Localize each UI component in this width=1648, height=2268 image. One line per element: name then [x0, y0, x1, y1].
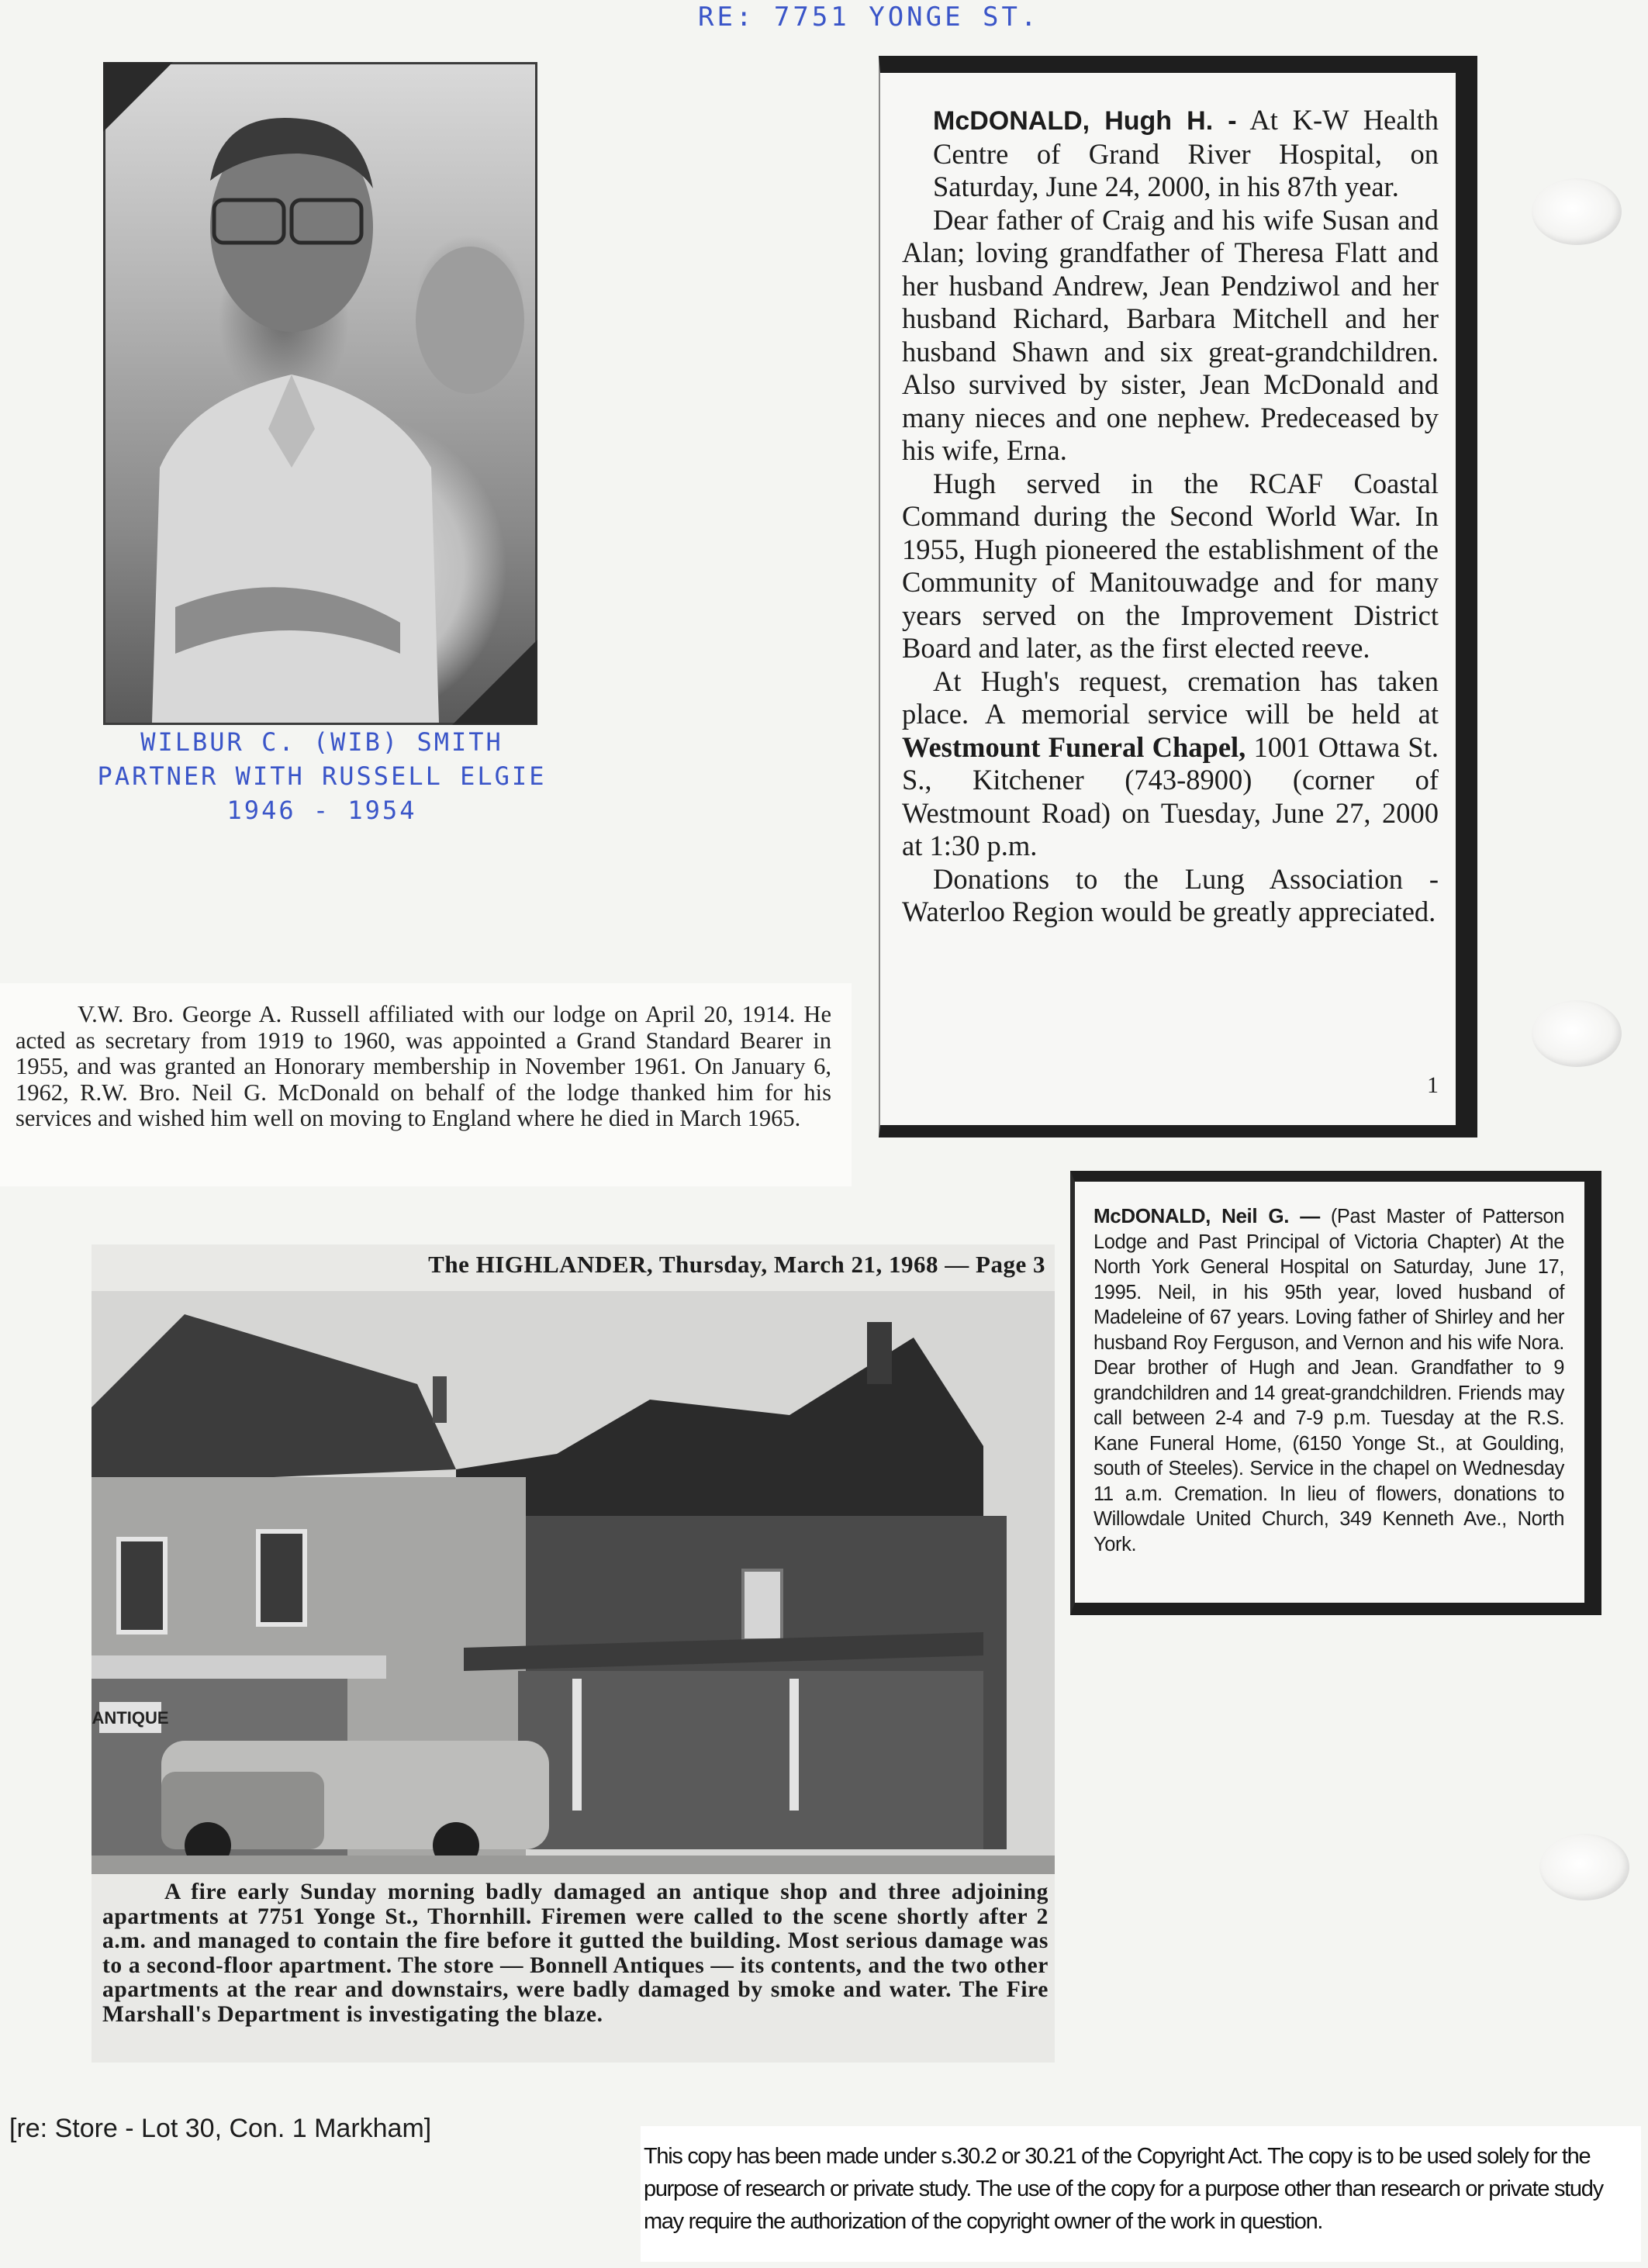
obituary-name: McDONALD, Hugh H. - [933, 106, 1237, 136]
obituary-paragraph [902, 665, 1439, 863]
clipping-text: V.W. Bro. George A. Russell affiliated with our lodge on April 20, 1914. He acted as secretary from 1919 to 1960, was appointed a Grand Standard Bearer in 1955, and was granted an Honorary membership in November 1961. On January 6, 1962, R.W. Bro. Neil G. McDonald on behalf of the lodge thanked him for his services and wished him well on moving to England where he died in March 1965. [16, 1001, 831, 1131]
obituary-paragraph: Dear father of Craig and his wife Susan and Alan; loving grandfather of Theresa Flatt and her husband Andrew, Jean Pendziwol and her husband Richard, Barbara Mitchell and her husband Shawn and six great-grandchildren. Also survived by sister, Jean McDonald and many nieces and one nephew. Predeceased by his wife, Erna. [902, 203, 1439, 466]
caption-text: A fire early Sunday morning badly damaged an antique shop and three adjoining apartments at 7751 Yonge St., Thornhill. Firemen were called to the scene shortly after 2 a.m. and managed to contain the fire before it gutted the building. Most serious damage was to a second-floor apartment. The store — Bonnell Antiques — its contents, and the two other apartments at the rear and downstairs, were badly damaged by smoke and water. The Fire Marshall's Department is investigating the blaze. [102, 1880, 1049, 2027]
punch-hole [1532, 1000, 1622, 1067]
antique-store-sign: ANTIQUE [92, 1708, 169, 1728]
punch-hole [1539, 1834, 1629, 1900]
portrait-photo [103, 62, 537, 725]
obituary-paragraph [1093, 1203, 1564, 1557]
building-illustration [92, 1291, 1055, 1874]
caption-line: PARTNER WITH RUSSELL ELGIE [97, 761, 547, 791]
fire-damaged-building-photo [92, 1291, 1055, 1874]
obituary-name: McDONALD, Neil G. — [1093, 1204, 1320, 1227]
handwritten-header-note: RE: 7751 YONGE ST. [698, 2, 1040, 33]
page-number: 1 [1427, 1072, 1439, 1098]
store-reference-note: [re: Store - Lot 30, Con. 1 Markham] [9, 2114, 432, 2143]
newspaper-banner: The HIGHLANDER, Thursday, March 21, 1968 — Page 3 [428, 1251, 1045, 1278]
obituary-text: (Past Master of Patterson Lodge and Past Principal of Victoria Chapter) At the North York General Hospital on Saturday, June 17, 1995. Neil, in his 95th year, loved husband of Madeleine of 67 years. Loving father of Shirley and her husband Roy Ferguson, and Vernon and his wife Nora. Dear brother of Hugh and Jean. Grandfather to 9 grandchildren and 14 great-grandchildren. Friends may call between 2-4 and 7-9 p.m. Tuesday at the R.S. Kane Funeral Home, (6150 Yonge St., at Goulding, south of Steeles). Service in the chapel on Wednesday 11 a.m. Cremation. In lieu of flowers, donations to Willowdale United Church, 349 Kenneth Ave., North York. [1093, 1206, 1564, 1555]
obituary-paragraph: Hugh served in the RCAF Coastal Command during the Second World War. In 1955, Hugh pioneered the establishment of the Community of Manitouwadge and for many years served on the Improvement District Board and later, as the first elected reeve. [902, 467, 1439, 664]
highlander-newspaper-clipping [92, 1244, 1055, 2063]
obituary-text: At K-W Health Centre of Grand River Hospital, on Saturday, June 24, 2000, in his 87th year. [933, 104, 1439, 202]
punch-hole [1532, 178, 1622, 245]
caption-line: 1946 - 1954 [226, 796, 417, 825]
photo-caption [102, 1880, 1049, 2027]
caption-line: WILBUR C. (WIB) SMITH [140, 727, 503, 757]
obituary-paragraph: Donations to the Lung Association - Waterloo Region would be greatly appreciated. [902, 862, 1439, 927]
portrait-illustration [105, 64, 535, 723]
obituary-hugh-mcdonald [879, 56, 1477, 1137]
obituary-neil-mcdonald [1070, 1171, 1601, 1615]
obituary-text: At Hugh's request, cremation has taken place. A memorial service will be held at [902, 665, 1439, 730]
funeral-chapel-name: Westmount Funeral Chapel, [902, 730, 1246, 763]
russell-lodge-clipping [0, 983, 852, 1186]
obituary-text: 1001 Ottawa St. S., Kitchener (743-8900) (corner of Westmount Road) on Tuesday, June 27, 2000 at 1:30 p.m. [902, 730, 1439, 861]
photo-handwritten-caption [93, 725, 551, 827]
obituary-paragraph [902, 104, 1439, 204]
copyright-notice: This copy has been made under s.30.2 or 30.21 of the Copyright Act. The copy is to be used solely for the purpose of research or private study. The use of the copy for a purpose other than research or private study may require the authorization of the copyright owner of the work in question. [641, 2126, 1641, 2262]
